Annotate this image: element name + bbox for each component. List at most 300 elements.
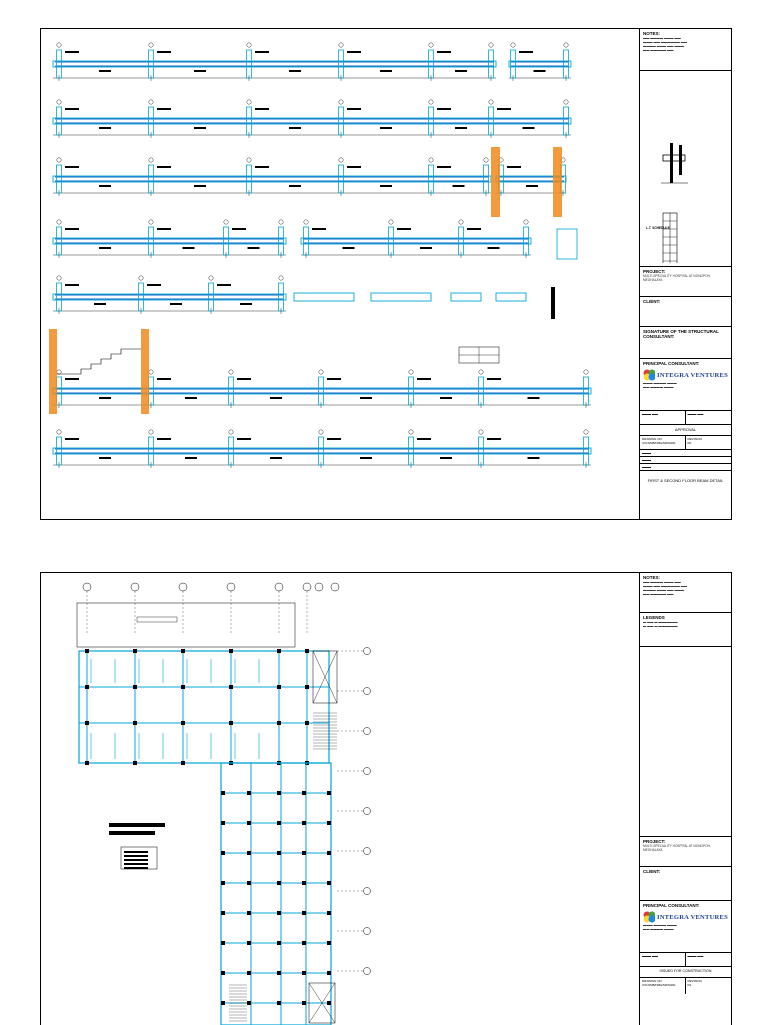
column xyxy=(247,941,251,945)
client-section xyxy=(640,867,731,901)
rebar-tag xyxy=(528,457,540,459)
grid-bubble xyxy=(57,43,61,47)
rebar-tag xyxy=(347,166,361,168)
column xyxy=(229,721,233,725)
grid-bubble xyxy=(224,220,228,224)
drawing-no-value: IV/COMB/NMH/MDS/001 xyxy=(642,441,676,445)
schedule-heading: L.T. SCHEDULE xyxy=(646,226,670,230)
rebar-tag xyxy=(99,127,111,129)
grid-bubble xyxy=(484,158,488,162)
rebar-tag xyxy=(232,228,246,230)
column-support xyxy=(229,437,234,465)
rebar-tag xyxy=(417,378,431,380)
column xyxy=(133,761,137,765)
rebar-tag xyxy=(270,397,282,399)
project-value: MULTI-SPECIALITY HOSPITAL AT NONGPOH, MEGHALAYA xyxy=(643,274,711,282)
column xyxy=(302,911,306,915)
company-name: INTEGRA VENTURES xyxy=(656,371,728,379)
rebar-tag xyxy=(497,108,511,110)
column-support xyxy=(149,377,154,405)
column xyxy=(247,881,251,885)
title-block xyxy=(639,573,731,1025)
rebar-tag xyxy=(347,51,361,53)
grid-bubble xyxy=(149,158,153,162)
slab-outline xyxy=(77,603,295,647)
rebar-tag xyxy=(519,51,533,53)
checked-by-cell: ▬▬▬ ▬▬ xyxy=(687,954,704,958)
grid-bubble xyxy=(364,728,371,735)
grid-bubble xyxy=(364,928,371,935)
column xyxy=(221,911,225,915)
column xyxy=(181,721,185,725)
rebar-tag xyxy=(255,51,269,53)
schedule-section xyxy=(640,71,731,267)
rebar-tag xyxy=(528,397,540,399)
rebar-tag xyxy=(237,378,251,380)
grid-bubble xyxy=(479,370,483,374)
checked-by-cell: ▬▬▬ ▬▬ xyxy=(687,412,704,416)
column xyxy=(247,791,251,795)
rebar-tag xyxy=(526,185,538,187)
rebar-tag xyxy=(488,247,500,249)
legend-table: ▬ ▬▬ ▬ ▬▬▬▬▬▬ ▬ ▬▬ ▬ ▬▬▬▬▬▬ xyxy=(643,620,678,628)
rebar-tag xyxy=(289,185,301,187)
column xyxy=(85,685,89,689)
framing-plan-drawing xyxy=(41,573,640,1025)
stair-profile xyxy=(57,349,141,374)
grid-bubble xyxy=(429,158,433,162)
grid-bubble xyxy=(339,43,343,47)
column-support xyxy=(279,227,284,255)
rebar-tag xyxy=(380,70,392,72)
grid-bubble xyxy=(149,370,153,374)
column-support xyxy=(584,377,589,405)
rebar-tag xyxy=(397,228,411,230)
rebar-tag xyxy=(380,127,392,129)
consultant-section xyxy=(640,359,731,411)
rebar-tag xyxy=(65,284,79,286)
status-cell: ISSUED FOR CONSTRUCTION xyxy=(640,967,731,978)
column xyxy=(247,851,251,855)
rebar-tag xyxy=(417,438,431,440)
grid-bubble xyxy=(57,370,61,374)
grid-bubble xyxy=(319,430,323,434)
grid-bubble xyxy=(364,648,371,655)
column-support xyxy=(489,50,494,78)
column-support xyxy=(247,50,252,78)
rebar-tag xyxy=(157,438,171,440)
column xyxy=(302,881,306,885)
stair-column xyxy=(49,329,57,414)
column-support xyxy=(247,165,252,193)
grid-bubble xyxy=(57,430,61,434)
column xyxy=(221,821,225,825)
signature-section xyxy=(640,327,731,359)
rebar-tag xyxy=(420,247,432,249)
rebar-tag xyxy=(240,303,252,305)
drawing-no-label: DRAWING NO. xyxy=(642,979,663,983)
rebar-tag xyxy=(523,127,535,129)
rebar-tag xyxy=(65,108,79,110)
project-section xyxy=(640,267,731,297)
column-support xyxy=(57,377,62,405)
grid-bubble xyxy=(564,100,568,104)
rebar-tag xyxy=(343,247,355,249)
grid-bubble xyxy=(57,220,61,224)
grid-bubble xyxy=(304,220,308,224)
column-support xyxy=(339,165,344,193)
beam-section xyxy=(371,293,431,301)
column xyxy=(302,1001,306,1005)
column xyxy=(277,971,281,975)
rebar-tag xyxy=(270,457,282,459)
column-support xyxy=(247,107,252,135)
sheet-title: FIRST & SECOND FLOOR BEAM DETAIL xyxy=(647,478,724,483)
grid-bubble xyxy=(429,43,433,47)
revision-cell xyxy=(686,978,732,994)
rebar-tag xyxy=(453,185,465,187)
legend-text-bar xyxy=(124,863,148,865)
drawing-number-row xyxy=(640,978,731,994)
grid-bubble xyxy=(229,430,233,434)
column-support xyxy=(149,227,154,255)
grid-bubble xyxy=(57,158,61,162)
rebar-tag xyxy=(217,284,231,286)
column-support xyxy=(429,50,434,78)
grid-bubble xyxy=(339,158,343,162)
rebar-tag xyxy=(147,284,161,286)
column-support xyxy=(57,50,62,78)
rebar-tag xyxy=(255,108,269,110)
column xyxy=(327,821,331,825)
rebar-tag xyxy=(94,303,106,305)
column xyxy=(305,649,309,653)
revision-cell xyxy=(686,436,732,449)
rebar-tag xyxy=(255,166,269,168)
rebar-tag xyxy=(327,378,341,380)
drawing-sheet-framing-plan xyxy=(40,572,732,1025)
plan-note-bar xyxy=(109,823,165,827)
grid-bubble xyxy=(511,43,515,47)
notes-section xyxy=(640,29,731,71)
grid-bubble xyxy=(149,220,153,224)
rebar-tag xyxy=(467,228,481,230)
consultant-section xyxy=(640,901,731,953)
column-support xyxy=(564,50,569,78)
column xyxy=(327,911,331,915)
rebar-tag xyxy=(157,51,171,53)
column xyxy=(229,685,233,689)
column xyxy=(221,1001,225,1005)
rebar-tag xyxy=(237,438,251,440)
grid-bubble xyxy=(149,43,153,47)
company-address: ▬▬▬ ▬▬▬▬ ▬▬▬ ▬▬ ▬▬▬▬ ▬▬▬ xyxy=(643,381,677,389)
status-cell: APPROVAL xyxy=(640,425,731,436)
column xyxy=(327,791,331,795)
column xyxy=(327,881,331,885)
grid-bubble xyxy=(247,43,251,47)
column xyxy=(221,971,225,975)
logo-mark-icon xyxy=(643,911,655,923)
grid-bubble xyxy=(149,430,153,434)
rebar-tag xyxy=(99,70,111,72)
revision-value: R1 xyxy=(687,983,692,987)
rebar-tag xyxy=(440,457,452,459)
grid-bubble xyxy=(139,276,143,280)
column xyxy=(85,761,89,765)
beam-section xyxy=(496,293,526,301)
date-scale-rows: ▬▬▬ ▬▬▬ ▬▬▬ xyxy=(640,450,731,476)
grid-bubble xyxy=(209,276,213,280)
column-support xyxy=(409,437,414,465)
column xyxy=(277,881,281,885)
rebar-tag xyxy=(157,378,171,380)
rebar-tag xyxy=(455,127,467,129)
column xyxy=(305,685,309,689)
grid-bubble xyxy=(57,100,61,104)
column-support xyxy=(57,165,62,193)
legends-section xyxy=(640,613,731,647)
rebar-tag xyxy=(65,166,79,168)
column xyxy=(327,971,331,975)
column xyxy=(247,1001,251,1005)
upper-block xyxy=(79,651,329,763)
label-box xyxy=(137,617,177,622)
column xyxy=(277,1001,281,1005)
column xyxy=(277,649,281,653)
grid-bubble xyxy=(331,583,339,591)
column xyxy=(277,821,281,825)
grid-bubble xyxy=(364,768,371,775)
legend-text-bar xyxy=(124,855,148,857)
column-support xyxy=(319,377,324,405)
grid-bubble xyxy=(584,430,588,434)
revision-label: REVISION xyxy=(687,979,702,983)
project-label: PROJECT: xyxy=(643,269,666,274)
column-support xyxy=(149,107,154,135)
client-section xyxy=(640,297,731,327)
column-support xyxy=(57,107,62,135)
column-support xyxy=(459,227,464,255)
rebar-tag xyxy=(380,185,392,187)
column xyxy=(302,941,306,945)
column-support xyxy=(339,50,344,78)
column-support xyxy=(57,227,62,255)
drawing-number-cell xyxy=(640,436,686,449)
rebar-tag xyxy=(437,166,451,168)
column xyxy=(327,851,331,855)
grid-bubble xyxy=(364,808,371,815)
grid-bubble xyxy=(229,370,233,374)
column xyxy=(302,851,306,855)
column xyxy=(247,971,251,975)
column xyxy=(181,685,185,689)
rebar-tag xyxy=(183,247,195,249)
rebar-tag xyxy=(437,108,451,110)
column xyxy=(85,649,89,653)
column xyxy=(277,911,281,915)
rebar-tag xyxy=(289,127,301,129)
rebar-tag xyxy=(99,397,111,399)
column xyxy=(302,971,306,975)
logo-mark-icon xyxy=(643,369,655,381)
notes-section xyxy=(640,573,731,613)
column-support xyxy=(339,107,344,135)
rebar-tag xyxy=(507,166,521,168)
column xyxy=(133,721,137,725)
drawing-number-cell xyxy=(640,978,686,994)
principal-consultant-label: PRINCIPAL CONSULTANT: xyxy=(643,903,700,908)
rebar-tag xyxy=(534,70,546,72)
grid-bubble xyxy=(227,583,235,591)
title-block xyxy=(639,29,731,519)
grid-bubble xyxy=(247,158,251,162)
project-section xyxy=(640,837,731,867)
grid-bubble xyxy=(429,100,433,104)
column xyxy=(221,791,225,795)
grid-bubble xyxy=(489,43,493,47)
rebar-tag xyxy=(194,127,206,129)
column-support xyxy=(429,165,434,193)
rebar-tag xyxy=(487,438,501,440)
rebar-tag xyxy=(248,247,260,249)
project-value: MULTI-SPECIALITY HOSPITAL AT NONGPOH, MEGHALAYA xyxy=(643,844,711,852)
rebar-tag xyxy=(312,228,326,230)
column xyxy=(247,911,251,915)
rebar-tag xyxy=(360,397,372,399)
column xyxy=(133,649,137,653)
column xyxy=(277,941,281,945)
lap-column xyxy=(553,147,562,217)
legend-text-bar xyxy=(124,859,148,861)
drawn-by-cell: ▬▬▬ ▬▬ xyxy=(640,411,686,424)
grid-bubble xyxy=(584,370,588,374)
company-name: INTEGRA VENTURES xyxy=(656,913,728,921)
column xyxy=(302,791,306,795)
rebar-tag xyxy=(347,108,361,110)
rebar-tag xyxy=(360,457,372,459)
grid-bubble xyxy=(364,968,371,975)
plan-note-bar xyxy=(109,831,155,835)
drawing-sheet-beam-detail xyxy=(40,28,732,520)
column-support xyxy=(139,283,144,311)
rebar-tag xyxy=(65,438,79,440)
beam-section xyxy=(294,293,354,301)
grid-bubble xyxy=(524,220,528,224)
rebar-tag xyxy=(440,397,452,399)
client-label: CLIENT: xyxy=(643,299,661,304)
column xyxy=(181,649,185,653)
column-support xyxy=(524,227,529,255)
grid-bubble xyxy=(364,688,371,695)
column xyxy=(229,649,233,653)
column xyxy=(221,941,225,945)
column xyxy=(327,941,331,945)
drawn-checked-row xyxy=(640,411,731,425)
grid-bubble xyxy=(303,583,311,591)
rebar-tag xyxy=(194,185,206,187)
column xyxy=(133,685,137,689)
grid-bubble xyxy=(489,100,493,104)
column xyxy=(302,821,306,825)
column-support xyxy=(429,107,434,135)
rebar-tag xyxy=(194,70,206,72)
project-label: PROJECT: xyxy=(643,839,666,844)
lower-wing xyxy=(221,763,331,1025)
lap-detail-drawing xyxy=(643,73,728,263)
grid-bubble xyxy=(479,430,483,434)
column xyxy=(247,821,251,825)
rebar-tag xyxy=(170,303,182,305)
notes-header: NOTES: xyxy=(643,31,661,36)
drawn-checked-row xyxy=(640,953,731,967)
grid-bubble xyxy=(389,220,393,224)
rebar-tag xyxy=(185,457,197,459)
column xyxy=(277,721,281,725)
legends-label: LEGENDS xyxy=(643,615,665,620)
rebar-tag xyxy=(157,108,171,110)
rebar-tag xyxy=(157,166,171,168)
grid-bubble xyxy=(409,370,413,374)
column xyxy=(221,881,225,885)
column-support xyxy=(479,377,484,405)
column xyxy=(305,721,309,725)
company-logo xyxy=(643,369,728,381)
grid-bubble xyxy=(179,583,187,591)
column-support xyxy=(489,107,494,135)
principal-consultant-label: PRINCIPAL CONSULTANT: xyxy=(643,361,700,366)
grid-bubble xyxy=(279,276,283,280)
rebar-tag xyxy=(487,378,501,380)
grid-bubble xyxy=(364,848,371,855)
column-support xyxy=(511,50,516,78)
drawing-no-value: IV/COMB/NMH/MDS/001 xyxy=(642,983,676,987)
legend-box xyxy=(121,847,157,869)
column xyxy=(277,685,281,689)
signature-label: SIGNATURE OF THE STRUCTURAL CONSULTANT: xyxy=(643,329,719,339)
column-section xyxy=(557,229,577,259)
grid-bubble xyxy=(149,100,153,104)
stair-column xyxy=(141,329,149,414)
column-support xyxy=(304,227,309,255)
column-support xyxy=(584,437,589,465)
column xyxy=(181,761,185,765)
column-support xyxy=(319,437,324,465)
company-logo xyxy=(643,911,728,923)
drawn-by-cell: ▬▬▬ ▬▬ xyxy=(640,953,686,966)
column-support xyxy=(209,283,214,311)
rebar-tag xyxy=(99,247,111,249)
column-support xyxy=(229,377,234,405)
notes-text: ▬▬ ▬▬▬▬ ▬▬▬ ▬▬ ▬▬▬ ▬▬ ▬▬▬▬▬▬ ▬▬ ▬▬▬▬ ▬▬▬ ▬▬ ▬▬▬ ▬▬ ▬▬▬▬▬ ▬▬ xyxy=(643,36,688,52)
beam-detail-drawing xyxy=(41,29,640,519)
column-support xyxy=(389,227,394,255)
lap-column xyxy=(491,147,500,217)
rebar-tag xyxy=(65,378,79,380)
grid-bubble xyxy=(279,220,283,224)
company-address: ▬▬▬ ▬▬▬▬ ▬▬▬ ▬▬ ▬▬▬▬ ▬▬▬ xyxy=(643,923,677,931)
rebar-tag xyxy=(99,185,111,187)
rebar-tag xyxy=(65,51,79,53)
column-support xyxy=(484,165,489,193)
legend-text-bar xyxy=(124,867,148,869)
grid-bubble xyxy=(339,100,343,104)
rebar-tag xyxy=(327,438,341,440)
legend-text-bar xyxy=(124,851,148,853)
blank-section xyxy=(640,647,731,837)
column-support xyxy=(57,283,62,311)
grid-bubble xyxy=(459,220,463,224)
